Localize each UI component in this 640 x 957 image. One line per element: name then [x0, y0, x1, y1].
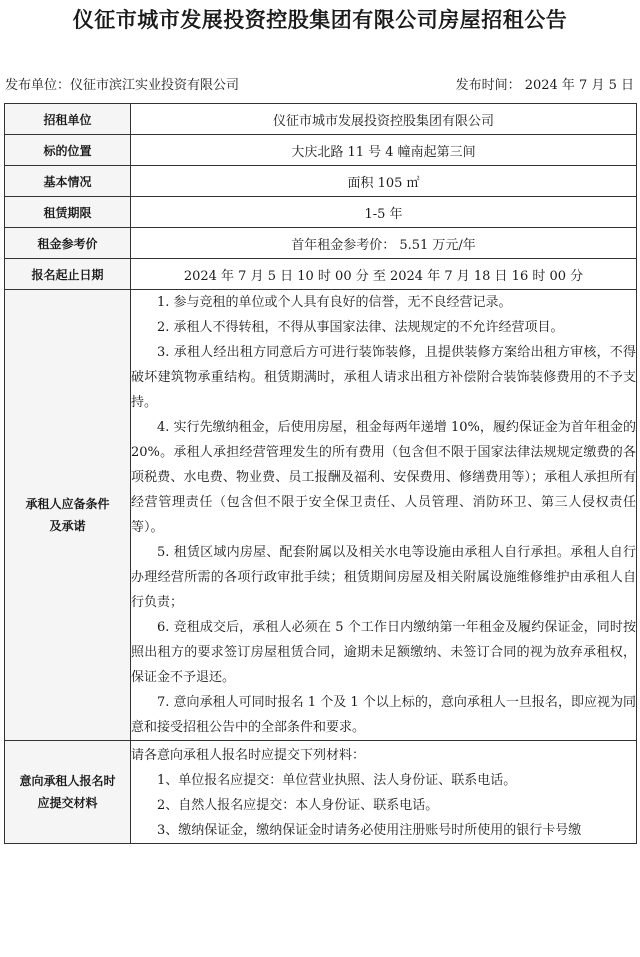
publish-time: 发布时间： 2024 年 7 月 5 日 [455, 78, 634, 93]
table-row [5, 166, 637, 197]
condition-item: 2. 承租人不得转租，不得从事国家法律、法规规定的不允许经营项目。 [157, 320, 564, 335]
row-label: 租赁期限 [5, 197, 131, 228]
row-value: 2024 年 7 月 5 日 10 时 00 分 至 2024 年 7 月 18 日 16 时 00 分 [131, 259, 637, 290]
row-label: 报名起止日期 [5, 259, 131, 290]
notice-table [4, 103, 637, 844]
publisher: 发布单位：仪征市滨江实业投资有限公司 [5, 78, 240, 93]
materials-label [5, 741, 131, 844]
conditions-label-line: 及承诺 [49, 519, 86, 533]
row-value: 大庆北路 11 号 4 幢南起第三间 [131, 135, 637, 166]
condition-item: 4. 实行先缴纳租金，后使用房屋，租金每两年递增 10%，履约保证金为首年租金的 20%。承租人承担经营管理发生的所有费用（包含但不限于国家法律法规规定缴费的各项税费、水电费、物业费、员工报酬及福利、安保费用、修缮费用等）；承租人承担所有经营管理责任（包含但不限于安全保卫责任、人员管理、消防环卫、第三人侵权责任等）。 [131, 420, 636, 535]
page-title: 仪征市城市发展投资控股集团有限公司房屋招租公告 [72, 7, 568, 32]
materials-row [5, 741, 637, 844]
condition-item: 5. 租赁区域内房屋、配套附属以及相关水电等设施由承租人自行承担。承租人自行办理经营所需的各项行政审批手续；租赁期间房屋及相关附属设施维修维护由承租人自行负责； [131, 545, 636, 610]
material-item: 3、缴纳保证金，缴纳保证金时请务必使用注册账号时所使用的银行卡号缴 [157, 823, 582, 838]
table-row [5, 104, 637, 135]
table-row [5, 259, 637, 290]
condition-item: 1. 参与竞租的单位或个人具有良好的信誉，无不良经营记录。 [157, 295, 512, 310]
row-label: 招租单位 [5, 104, 131, 135]
condition-item: 3. 承租人经出租方同意后方可进行装饰装修，且提供装修方案给出租方审核，不得破坏建筑物承重结构。租赁期满时，承租人请求出租方补偿附合装饰装修费用的不予支持。 [131, 345, 636, 410]
table-row [5, 228, 637, 259]
conditions-content [131, 290, 637, 741]
material-item: 1、单位报名应提交：单位营业执照、法人身份证、联系电话。 [157, 773, 517, 788]
materials-label-line: 应提交材料 [37, 796, 98, 810]
row-value: 面积 105 ㎡ [131, 166, 637, 197]
table-row [5, 197, 637, 228]
condition-item: 7. 意向承租人可同时报名 1 个及 1 个以上标的，意向承租人一旦报名，即应视为同意和接受招租公告中的全部条件和要求。 [131, 695, 636, 735]
conditions-row [5, 290, 637, 741]
conditions-label-line: 承租人应备条件 [25, 497, 110, 511]
materials-content [131, 741, 637, 844]
material-item: 2、自然人报名应提交：本人身份证、联系电话。 [157, 798, 439, 813]
row-label: 基本情况 [5, 166, 131, 197]
table-row [5, 135, 637, 166]
materials-label-line: 意向承租人报名时 [19, 774, 116, 788]
row-value: 1-5 年 [131, 197, 637, 228]
row-label: 租金参考价 [5, 228, 131, 259]
materials-intro: 请各意向承租人报名时应提交下列材料： [131, 748, 366, 763]
row-value: 首年租金参考价： 5.51 万元/年 [131, 228, 637, 259]
conditions-label [5, 290, 131, 741]
row-value: 仪征市城市发展投资控股集团有限公司 [131, 104, 637, 135]
row-label: 标的位置 [5, 135, 131, 166]
condition-item: 6. 竞租成交后，承租人必须在 5 个工作日内缴纳第一年租金及履约保证金，同时按照出租方的要求签订房屋租赁合同，逾期未足额缴纳、未签订合同的视为放弃承租权，保证金不予退还。 [131, 620, 636, 685]
